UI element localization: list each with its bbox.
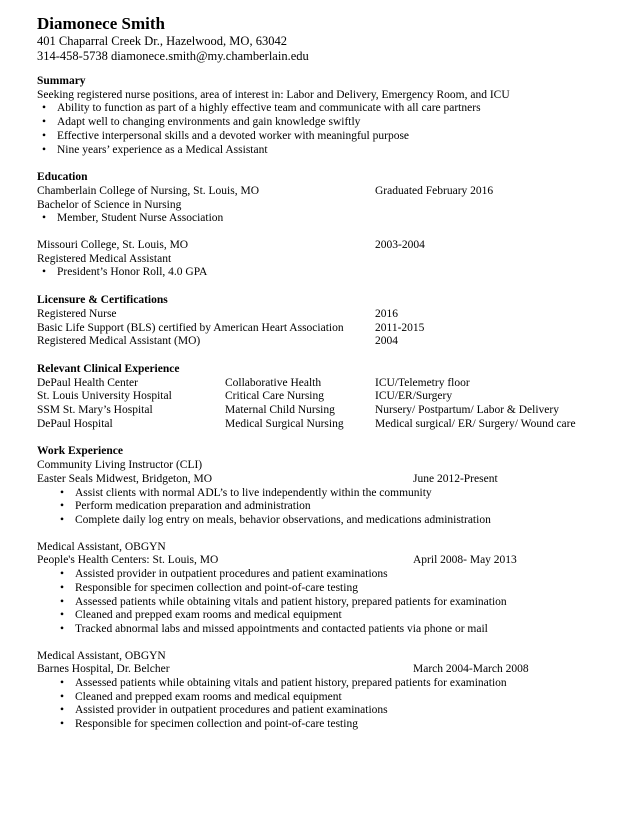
- job-role: Medical Assistant, OBGYN: [37, 649, 166, 662]
- clinical-unit: ICU/Telemetry floor: [375, 376, 470, 389]
- list-item: • Ability to function as part of a highly effective team and communicate with all care partners: [57, 102, 617, 116]
- clinical-row: [37, 418, 617, 432]
- license-name: Registered Nurse: [37, 307, 117, 320]
- clinical-site: St. Louis University Hospital: [37, 390, 172, 403]
- license-row: [37, 322, 617, 336]
- clinical-title: Relevant Clinical Experience: [37, 362, 180, 375]
- job-bullets: [37, 487, 617, 528]
- job-date: March 2004-March 2008: [413, 663, 529, 676]
- school-date: Graduated February 2016: [375, 184, 494, 197]
- summary-list: [37, 102, 617, 157]
- list-item: • Perform medication preparation and administration: [75, 500, 617, 514]
- list-item: • Cleaned and prepped exam rooms and medical equipment: [75, 609, 617, 623]
- education-bullets: [37, 266, 617, 280]
- job-role: Medical Assistant, OBGYN: [37, 540, 166, 553]
- list-item: • Assisted provider in outpatient procedures and patient examinations: [75, 568, 617, 582]
- work-section: [37, 445, 617, 731]
- clinical-course: Critical Care Nursing: [225, 390, 325, 403]
- list-item: • Assist clients with normal ADL’s to live independently within the community: [75, 487, 617, 501]
- licensure-title: Licensure & Certifications: [37, 294, 168, 307]
- clinical-site: DePaul Health Center: [37, 376, 138, 389]
- clinical-row: [37, 377, 617, 391]
- address: 401 Chaparral Creek Dr., Hazelwood, MO, 63042: [37, 34, 287, 48]
- work-title: Work Experience: [37, 445, 123, 458]
- list-item: • Adapt well to changing environments and gain knowledge swiftly: [57, 116, 617, 130]
- clinical-course: Collaborative Health: [225, 376, 322, 389]
- list-item: • Responsible for specimen collection and point-of-care testing: [75, 582, 617, 596]
- clinical-row: [37, 390, 617, 404]
- list-item: • Assisted provider in outpatient procedures and patient examinations: [75, 704, 617, 718]
- education-entry: [37, 185, 617, 199]
- list-item: • President’s Honor Roll, 4.0 GPA: [57, 266, 617, 280]
- clinical-site: SSM St. Mary’s Hospital: [37, 404, 153, 417]
- clinical-site: DePaul Hospital: [37, 417, 113, 430]
- phone-email: 314-458-5738 diamonece.smith@my.chamberlain.edu: [37, 49, 309, 63]
- job-entry: [37, 541, 617, 637]
- school-date: 2003-2004: [375, 239, 425, 252]
- list-item: • Nine years’ experience as a Medical Assistant: [57, 144, 617, 158]
- job-date: June 2012-Present: [413, 472, 498, 485]
- job-employer: Easter Seals Midwest, Bridgeton, MO: [37, 472, 213, 485]
- education-section: [37, 171, 617, 280]
- job-employer-row: [37, 663, 617, 677]
- job-employer-row: [37, 473, 617, 487]
- job-bullets: [37, 677, 617, 732]
- license-name: Basic Life Support (BLS) certified by American Heart Association: [37, 321, 344, 334]
- license-date: 2004: [375, 335, 398, 348]
- degree: Registered Medical Assistant: [37, 252, 172, 265]
- summary-section: [37, 75, 617, 157]
- clinical-section: [37, 363, 617, 432]
- school-name: Chamberlain College of Nursing, St. Louis, MO: [37, 184, 259, 197]
- resume-page: [37, 14, 617, 732]
- list-item: • Assessed patients while obtaining vitals and patient history, prepared patients for examination: [75, 596, 617, 610]
- job-entry: [37, 650, 617, 732]
- license-row: [37, 335, 617, 349]
- education-bullets: [37, 212, 617, 226]
- clinical-course: Maternal Child Nursing: [225, 404, 335, 417]
- list-item: • Tracked abnormal labs and missed appointments and contacted patients via phone or mail: [75, 623, 617, 637]
- clinical-unit: Nursery/ Postpartum/ Labor & Delivery: [375, 404, 559, 417]
- education-title: Education: [37, 171, 88, 184]
- job-employer: Barnes Hospital, Dr. Belcher: [37, 663, 170, 676]
- licensure-section: [37, 294, 617, 349]
- license-date: 2011-2015: [375, 321, 425, 334]
- list-item: • Effective interpersonal skills and a devoted worker with meaningful purpose: [57, 130, 617, 144]
- school-name: Missouri College, St. Louis, MO: [37, 239, 189, 252]
- clinical-unit: ICU/ER/Surgery: [375, 390, 453, 403]
- clinical-unit: Medical surgical/ ER/ Surgery/ Wound care: [375, 417, 576, 430]
- list-item: • Cleaned and prepped exam rooms and medical equipment: [75, 691, 617, 705]
- job-role: Community Living Instructor (CLI): [37, 459, 203, 472]
- candidate-name: Diamonece Smith: [37, 14, 165, 33]
- job-employer: People's Health Centers: St. Louis, MO: [37, 554, 219, 567]
- list-item: • Complete daily log entry on meals, behavior observations, and medications administration: [75, 514, 617, 528]
- job-entry: [37, 459, 617, 528]
- job-date: April 2008- May 2013: [413, 554, 517, 567]
- list-item: • Responsible for specimen collection and point-of-care testing: [75, 718, 617, 732]
- summary-intro: Seeking registered nurse positions, area of interest in: Labor and Delivery, Emergency Room, and ICU: [37, 88, 510, 101]
- license-row: [37, 308, 617, 322]
- degree: Bachelor of Science in Nursing: [37, 198, 182, 211]
- job-bullets: [37, 568, 617, 637]
- education-entry: [37, 239, 617, 253]
- license-name: Registered Medical Assistant (MO): [37, 335, 201, 348]
- summary-title: Summary: [37, 75, 86, 87]
- job-employer-row: [37, 554, 617, 568]
- clinical-row: [37, 404, 617, 418]
- list-item: • Assessed patients while obtaining vitals and patient history, prepared patients for examination: [75, 677, 617, 691]
- license-date: 2016: [375, 307, 398, 320]
- list-item: • Member, Student Nurse Association: [57, 212, 617, 226]
- clinical-course: Medical Surgical Nursing: [225, 417, 344, 430]
